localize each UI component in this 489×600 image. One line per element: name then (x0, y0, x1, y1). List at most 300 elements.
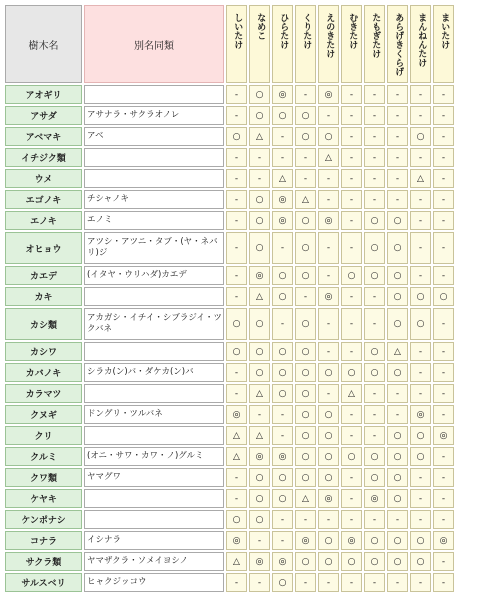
tree-name-cell: アベマキ (5, 127, 82, 146)
suitability-cell: - (364, 169, 385, 188)
alias-cell: アツシ・アツニ・タブ・(ヤ・ネバリ)ジ (84, 232, 224, 264)
suitability-cell: - (364, 148, 385, 167)
suitability-cell: - (341, 85, 362, 104)
table-row (5, 287, 454, 306)
suitability-cell: - (387, 106, 408, 125)
suitability-cell: - (341, 287, 362, 306)
suitability-cell: - (341, 342, 362, 361)
suitability-cell: - (410, 232, 431, 264)
suitability-cell: - (226, 266, 247, 285)
suitability-cell: ○ (272, 384, 293, 403)
suitability-cell: - (341, 148, 362, 167)
alias-cell: ヤマザクラ・ソメイヨシノ (84, 552, 224, 571)
suitability-cell: ○ (364, 468, 385, 487)
header-tree-name: 樹木名 (5, 5, 82, 83)
suitability-cell: - (318, 342, 339, 361)
suitability-cell: ◎ (364, 489, 385, 508)
suitability-cell: ○ (249, 190, 270, 209)
suitability-cell: - (226, 573, 247, 592)
suitability-cell: - (318, 308, 339, 340)
table-row (5, 447, 454, 466)
table-row (5, 169, 454, 188)
suitability-cell: ○ (341, 447, 362, 466)
table-row (5, 308, 454, 340)
suitability-cell: ○ (364, 447, 385, 466)
suitability-cell: - (433, 169, 454, 188)
suitability-cell: ○ (318, 552, 339, 571)
table-row (5, 426, 454, 445)
suitability-cell: ○ (295, 266, 316, 285)
mushroom-tree-compatibility-table-container (3, 3, 456, 594)
suitability-cell: ○ (387, 266, 408, 285)
suitability-cell: - (341, 510, 362, 529)
suitability-cell: - (410, 468, 431, 487)
suitability-cell: - (226, 287, 247, 306)
tree-name-cell: サルスベリ (5, 573, 82, 592)
suitability-cell: △ (318, 148, 339, 167)
tree-name-cell: クワ類 (5, 468, 82, 487)
suitability-cell: - (295, 85, 316, 104)
suitability-cell: ◎ (433, 426, 454, 445)
suitability-cell: ○ (318, 127, 339, 146)
suitability-cell: ○ (387, 232, 408, 264)
suitability-cell: - (433, 447, 454, 466)
header-mushroom-label: ひらたけ (278, 13, 289, 49)
suitability-cell: ○ (318, 531, 339, 550)
table-row (5, 489, 454, 508)
alias-cell (84, 384, 224, 403)
alias-cell: チシャノキ (84, 190, 224, 209)
suitability-cell: ○ (295, 342, 316, 361)
suitability-cell: △ (387, 342, 408, 361)
suitability-cell: - (387, 573, 408, 592)
table-row (5, 405, 454, 424)
table-row (5, 148, 454, 167)
suitability-cell: - (272, 232, 293, 264)
suitability-cell: ○ (341, 552, 362, 571)
table-row (5, 266, 454, 285)
tree-name-cell: エノキ (5, 211, 82, 230)
suitability-cell: ◎ (318, 85, 339, 104)
suitability-cell: △ (226, 447, 247, 466)
suitability-cell: ○ (387, 552, 408, 571)
header-mushroom-mukitake (341, 5, 362, 83)
suitability-cell: - (341, 106, 362, 125)
suitability-cell: ○ (295, 127, 316, 146)
suitability-cell: ○ (249, 489, 270, 508)
mushroom-tree-compatibility-table (3, 3, 456, 594)
suitability-cell: ○ (226, 127, 247, 146)
suitability-cell: - (226, 363, 247, 382)
suitability-cell: ◎ (226, 405, 247, 424)
suitability-cell: ◎ (410, 405, 431, 424)
suitability-cell: - (226, 190, 247, 209)
header-mushroom-label: まいたけ (439, 13, 450, 49)
suitability-cell: ○ (387, 531, 408, 550)
header-mushroom-tamogitake (364, 5, 385, 83)
suitability-cell: ○ (249, 85, 270, 104)
suitability-cell: ◎ (318, 287, 339, 306)
suitability-cell: - (410, 489, 431, 508)
header-mushroom-aragekikurage (387, 5, 408, 83)
alias-cell: ドングリ・ツルバネ (84, 405, 224, 424)
table-row (5, 552, 454, 571)
tree-name-cell: ケヤキ (5, 489, 82, 508)
suitability-cell: - (226, 489, 247, 508)
suitability-cell: - (433, 148, 454, 167)
suitability-cell: ○ (272, 573, 293, 592)
tree-name-cell: カシワ (5, 342, 82, 361)
suitability-cell: - (226, 169, 247, 188)
table-row (5, 106, 454, 125)
suitability-cell: - (249, 169, 270, 188)
suitability-cell: - (272, 308, 293, 340)
header-mushroom-mannentake (410, 5, 431, 83)
suitability-cell: - (226, 468, 247, 487)
header-mushroom-nameko (249, 5, 270, 83)
suitability-cell: - (341, 169, 362, 188)
suitability-cell: ○ (249, 106, 270, 125)
suitability-cell: - (387, 510, 408, 529)
suitability-cell: ○ (387, 308, 408, 340)
suitability-cell: - (341, 573, 362, 592)
suitability-cell: - (433, 266, 454, 285)
suitability-cell: ○ (318, 468, 339, 487)
suitability-cell: △ (272, 169, 293, 188)
table-row (5, 510, 454, 529)
suitability-cell: - (410, 148, 431, 167)
suitability-cell: - (433, 342, 454, 361)
suitability-cell: - (433, 363, 454, 382)
suitability-cell: - (387, 169, 408, 188)
suitability-cell: ○ (272, 363, 293, 382)
alias-cell: (イタヤ・ウリハダ)カエデ (84, 266, 224, 285)
suitability-cell: - (410, 384, 431, 403)
suitability-cell: ○ (272, 468, 293, 487)
alias-cell (84, 169, 224, 188)
suitability-cell: - (341, 211, 362, 230)
header-mushroom-label: むきたけ (347, 13, 358, 49)
tree-name-cell: カエデ (5, 266, 82, 285)
suitability-cell: - (433, 405, 454, 424)
suitability-cell: ○ (410, 426, 431, 445)
suitability-cell: ○ (364, 211, 385, 230)
suitability-cell: - (226, 232, 247, 264)
suitability-cell: △ (295, 190, 316, 209)
alias-cell (84, 148, 224, 167)
suitability-cell: △ (249, 384, 270, 403)
suitability-cell: - (410, 85, 431, 104)
suitability-cell: - (295, 148, 316, 167)
suitability-cell: ◎ (249, 552, 270, 571)
suitability-cell: - (295, 573, 316, 592)
tree-name-cell: カラマツ (5, 384, 82, 403)
alias-cell (84, 426, 224, 445)
alias-cell (84, 287, 224, 306)
suitability-cell: ○ (410, 531, 431, 550)
suitability-cell: ◎ (318, 489, 339, 508)
header-mushroom-label: しいたけ (232, 13, 243, 49)
table-row (5, 211, 454, 230)
suitability-cell: ◎ (318, 211, 339, 230)
suitability-cell: - (272, 148, 293, 167)
suitability-cell: ◎ (226, 531, 247, 550)
suitability-cell: - (341, 426, 362, 445)
suitability-cell: - (341, 489, 362, 508)
suitability-cell: - (410, 363, 431, 382)
alias-cell (84, 85, 224, 104)
suitability-cell: - (364, 287, 385, 306)
suitability-cell: ○ (249, 342, 270, 361)
suitability-cell: ○ (341, 363, 362, 382)
suitability-cell: ○ (364, 552, 385, 571)
header-mushroom-label: まんねんたけ (416, 13, 427, 67)
suitability-cell: - (433, 106, 454, 125)
suitability-cell: ◎ (341, 531, 362, 550)
suitability-cell: ○ (249, 308, 270, 340)
suitability-cell: - (387, 384, 408, 403)
suitability-cell: - (249, 405, 270, 424)
table-body (5, 85, 454, 592)
suitability-cell: - (249, 148, 270, 167)
suitability-cell: - (433, 232, 454, 264)
suitability-cell: - (433, 468, 454, 487)
tree-name-cell: オヒョウ (5, 232, 82, 264)
suitability-cell: - (433, 489, 454, 508)
header-mushroom-label: くりたけ (301, 13, 312, 49)
table-row (5, 127, 454, 146)
header-mushroom-kuritake (295, 5, 316, 83)
suitability-cell: - (226, 106, 247, 125)
header-alias: 別名同類 (84, 5, 224, 83)
suitability-cell: ○ (364, 531, 385, 550)
suitability-cell: ○ (318, 447, 339, 466)
suitability-cell: - (226, 211, 247, 230)
suitability-cell: - (364, 106, 385, 125)
suitability-cell: - (387, 148, 408, 167)
tree-name-cell: コナラ (5, 531, 82, 550)
table-row (5, 363, 454, 382)
tree-name-cell: アオギリ (5, 85, 82, 104)
table-row (5, 384, 454, 403)
tree-name-cell: カシ類 (5, 308, 82, 340)
suitability-cell: ○ (226, 342, 247, 361)
suitability-cell: - (318, 510, 339, 529)
suitability-cell: - (364, 384, 385, 403)
suitability-cell: ○ (364, 342, 385, 361)
suitability-cell: - (410, 573, 431, 592)
suitability-cell: - (410, 106, 431, 125)
suitability-cell: - (364, 308, 385, 340)
suitability-cell: △ (295, 489, 316, 508)
header-row (5, 5, 454, 83)
suitability-cell: - (433, 308, 454, 340)
suitability-cell: ◎ (433, 531, 454, 550)
suitability-cell: ○ (272, 287, 293, 306)
suitability-cell: ○ (387, 447, 408, 466)
suitability-cell: ○ (295, 468, 316, 487)
suitability-cell: ○ (295, 447, 316, 466)
suitability-cell: - (410, 266, 431, 285)
suitability-cell: ○ (387, 211, 408, 230)
header-mushroom-label: なめこ (255, 13, 266, 40)
alias-cell: アカガシ・イチイ・シブラジイ・ツクバネ (84, 308, 224, 340)
suitability-cell: ◎ (295, 531, 316, 550)
suitability-cell: - (341, 308, 362, 340)
table-row (5, 342, 454, 361)
suitability-cell: - (364, 573, 385, 592)
alias-cell: エノミ (84, 211, 224, 230)
suitability-cell: ◎ (272, 552, 293, 571)
suitability-cell: ○ (295, 384, 316, 403)
tree-name-cell: クリ (5, 426, 82, 445)
tree-name-cell: アサダ (5, 106, 82, 125)
table-row (5, 573, 454, 592)
suitability-cell: - (226, 148, 247, 167)
table-row (5, 85, 454, 104)
tree-name-cell: ケンポナシ (5, 510, 82, 529)
suitability-cell: - (387, 127, 408, 146)
suitability-cell: - (318, 190, 339, 209)
suitability-cell: ○ (295, 232, 316, 264)
suitability-cell: ○ (364, 363, 385, 382)
suitability-cell: ○ (318, 426, 339, 445)
suitability-cell: - (318, 384, 339, 403)
suitability-cell: ○ (387, 468, 408, 487)
suitability-cell: - (364, 190, 385, 209)
header-mushroom-label: あらげきくらげ (393, 13, 404, 76)
suitability-cell: - (433, 85, 454, 104)
header-mushroom-maitake (433, 5, 454, 83)
suitability-cell: ○ (249, 363, 270, 382)
suitability-cell: - (433, 552, 454, 571)
suitability-cell: - (433, 127, 454, 146)
suitability-cell: - (387, 405, 408, 424)
suitability-cell: - (249, 531, 270, 550)
suitability-cell: - (249, 573, 270, 592)
suitability-cell: △ (341, 384, 362, 403)
suitability-cell: ○ (226, 308, 247, 340)
table-row (5, 531, 454, 550)
suitability-cell: △ (249, 287, 270, 306)
suitability-cell: - (272, 531, 293, 550)
suitability-cell: ○ (226, 510, 247, 529)
suitability-cell: - (272, 510, 293, 529)
header-mushroom-label: えのきたけ (324, 13, 335, 58)
suitability-cell: ◎ (272, 447, 293, 466)
alias-cell: ヤマグワ (84, 468, 224, 487)
suitability-cell: - (226, 384, 247, 403)
alias-cell: アサナラ・サクラオノレ (84, 106, 224, 125)
suitability-cell: - (272, 426, 293, 445)
suitability-cell: ○ (410, 127, 431, 146)
suitability-cell: - (433, 211, 454, 230)
alias-cell (84, 342, 224, 361)
suitability-cell: - (318, 232, 339, 264)
suitability-cell: - (318, 573, 339, 592)
alias-cell (84, 489, 224, 508)
suitability-cell: - (387, 85, 408, 104)
suitability-cell: - (226, 85, 247, 104)
suitability-cell: - (341, 405, 362, 424)
tree-name-cell: エゴノキ (5, 190, 82, 209)
tree-name-cell: クヌギ (5, 405, 82, 424)
tree-name-cell: イチジク類 (5, 148, 82, 167)
tree-name-cell: ウメ (5, 169, 82, 188)
header-mushroom-hiratake (272, 5, 293, 83)
suitability-cell: ○ (341, 266, 362, 285)
suitability-cell: - (433, 190, 454, 209)
suitability-cell: ○ (249, 232, 270, 264)
alias-cell: イシナラ (84, 531, 224, 550)
suitability-cell: ○ (410, 552, 431, 571)
suitability-cell: ○ (249, 211, 270, 230)
suitability-cell: ○ (249, 510, 270, 529)
suitability-cell: △ (226, 552, 247, 571)
suitability-cell: ○ (295, 426, 316, 445)
suitability-cell: ○ (387, 287, 408, 306)
suitability-cell: - (341, 127, 362, 146)
suitability-cell: △ (410, 169, 431, 188)
suitability-cell: - (410, 211, 431, 230)
suitability-cell: ◎ (249, 447, 270, 466)
alias-cell: ヒャクジッコウ (84, 573, 224, 592)
alias-cell: シラカ(ン)バ・ダケカ(ン)バ (84, 363, 224, 382)
header-mushroom-label: たもぎたけ (370, 13, 381, 58)
suitability-cell: - (341, 190, 362, 209)
suitability-cell: ◎ (272, 211, 293, 230)
suitability-cell: ○ (295, 405, 316, 424)
suitability-cell: - (295, 169, 316, 188)
suitability-cell: ○ (295, 106, 316, 125)
table-row (5, 232, 454, 264)
suitability-cell: ○ (272, 489, 293, 508)
alias-cell (84, 510, 224, 529)
suitability-cell: - (410, 190, 431, 209)
suitability-cell: ○ (318, 363, 339, 382)
tree-name-cell: カバノキ (5, 363, 82, 382)
suitability-cell: ○ (295, 308, 316, 340)
suitability-cell: ○ (387, 489, 408, 508)
suitability-cell: ○ (318, 405, 339, 424)
suitability-cell: ○ (272, 266, 293, 285)
suitability-cell: - (295, 510, 316, 529)
suitability-cell: - (364, 85, 385, 104)
suitability-cell: - (410, 510, 431, 529)
suitability-cell: - (272, 127, 293, 146)
suitability-cell: - (433, 510, 454, 529)
tree-name-cell: カキ (5, 287, 82, 306)
suitability-cell: - (318, 266, 339, 285)
alias-cell: (オニ・サワ・カワ・ノ)グルミ (84, 447, 224, 466)
suitability-cell: △ (249, 426, 270, 445)
header-mushroom-enokitake (318, 5, 339, 83)
suitability-cell: ○ (433, 287, 454, 306)
suitability-cell: - (341, 232, 362, 264)
suitability-cell: ○ (295, 363, 316, 382)
suitability-cell: ○ (249, 468, 270, 487)
suitability-cell: - (364, 405, 385, 424)
suitability-cell: ○ (387, 363, 408, 382)
suitability-cell: - (364, 510, 385, 529)
suitability-cell: ◎ (272, 85, 293, 104)
suitability-cell: - (318, 169, 339, 188)
suitability-cell: ○ (295, 211, 316, 230)
suitability-cell: ○ (387, 426, 408, 445)
suitability-cell: △ (249, 127, 270, 146)
suitability-cell: - (433, 384, 454, 403)
header-mushroom-shiitake (226, 5, 247, 83)
